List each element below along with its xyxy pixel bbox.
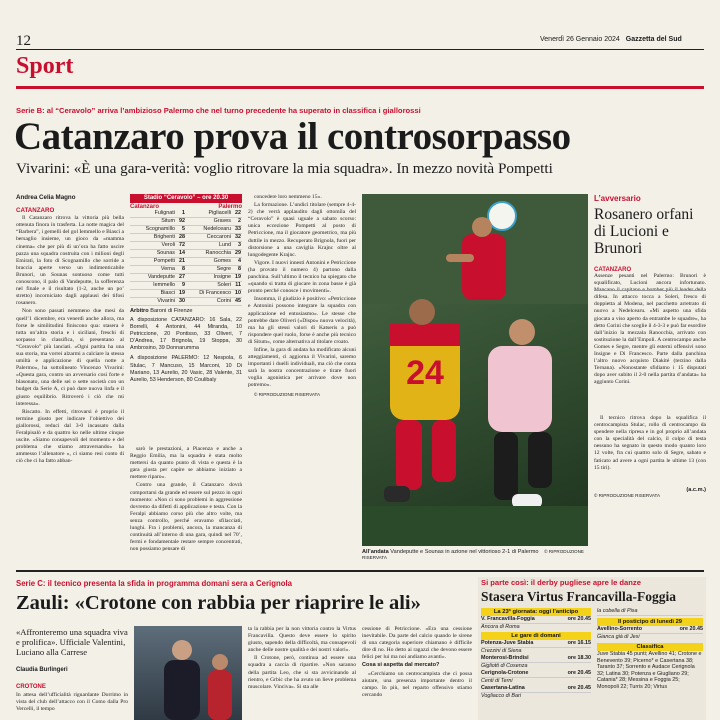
photo-caption <box>362 549 588 561</box>
player-number: 19 <box>176 290 186 298</box>
referee-name: Ancora di Roma <box>481 624 520 630</box>
section-rule <box>16 570 704 572</box>
posticipo-row <box>597 626 703 634</box>
paper-name: Gazzetta del Sud <box>625 36 682 43</box>
player-name: Ranocchia <box>186 250 232 258</box>
match-teams: Cerignola-Crotone <box>481 670 529 676</box>
svg-text:24: 24 <box>406 354 444 392</box>
player-name: Segre <box>186 266 232 274</box>
standings-label: Classifica <box>597 643 703 651</box>
second-headline: Zauli: «Crotone con rabbia per riaprire le ali» <box>16 592 421 614</box>
opponent-sidebar <box>594 194 706 566</box>
bench-home: A disposizione CATANZARO: 16 Sala, 22 Borrelli, 4 Antonini, 44 Miranda, 10 Petriccione, 20 Pontisso, 33 Oliveri, 7 D’Andrea, 17 Brignola, 19 Stoppa, 30 Ambrosino, 39 Donnarumma <box>130 317 242 352</box>
paragraph: concedere loro nemmeno 15». <box>254 194 322 200</box>
page-date <box>540 36 682 43</box>
main-column-1 <box>16 194 124 566</box>
player-number: 28 <box>176 234 186 242</box>
lineup-row <box>186 282 242 290</box>
second-column-3 <box>362 626 472 720</box>
masthead-rule <box>16 49 704 50</box>
referee-label: Arbitro <box>130 308 149 314</box>
player-name: Ceccaroni <box>186 234 232 242</box>
referee-line <box>130 308 242 314</box>
player-name: Pigliacelli <box>186 210 232 218</box>
other-matches <box>481 640 591 700</box>
match-row <box>481 685 591 693</box>
paragraph: ta la rabbia per la non vittoria contro la Virtus Francavilla. Questo deve essere lo spirito giusto, sapendo della difficoltà, ma consapevoli anche delle nostre qualità e dei nostri valori». <box>248 626 356 654</box>
player-number: 92 <box>176 218 186 226</box>
referee-name: la cobella di Pisa <box>597 608 638 614</box>
player-number: 9 <box>176 282 186 290</box>
player-number: 72 <box>176 242 186 250</box>
player-number: 3 <box>232 242 242 250</box>
player-name: Fulignati <box>130 210 176 218</box>
player-name: Gomes <box>186 258 232 266</box>
match-photo <box>362 194 588 546</box>
player-name: Situm <box>130 218 176 226</box>
main-column-4 <box>248 194 356 566</box>
match-referee: Centi di Terni <box>481 678 513 684</box>
lineup-row <box>186 290 242 298</box>
player-name: Di Francesco <box>186 290 232 298</box>
paragraph: Insomma, il giudizio è positivo: «Petriccione e Antonini possono integrare la squadra con applicazione ed entusiasmo». Le stesse che potrebbe dare Oliveri («Dispo» nuova velocità), ma ha gli stessi valori di Katseris a può rispondere quel ruolo, forse è anche più tecnico di Situm», come alternativa al titolare croato. <box>248 296 356 345</box>
derby-left-column <box>481 608 591 700</box>
lineup-row <box>130 290 186 298</box>
player-name: Insigne <box>186 274 232 282</box>
player-number: 10 <box>232 290 242 298</box>
posticipo-ref <box>597 634 703 641</box>
player-number: 8 <box>176 266 186 274</box>
lineup-row <box>130 282 186 290</box>
player-name: Lund <box>186 242 232 250</box>
player-number: 11 <box>232 282 242 290</box>
standings-text: Juve Stabia 45 punti; Avellino 41; Crotone e Benevento 39; Picerno* e Casertana 38; Taranto 37; Sorrento e Audace Cerignola 32; Latina 30; Potenza e Giugliano 29; Catania* 28; Messina e Foggia 25; Monopoli 22; Turris 20; Virtus <box>597 651 702 690</box>
match-time: ore 18.30 <box>567 655 591 661</box>
match-referee <box>481 624 591 631</box>
player-name: Graves <box>186 218 232 226</box>
match-referee: Gigliotti di Cosenza <box>481 663 528 669</box>
lineup-home-team: Catanzaro <box>130 204 160 210</box>
lineup-row <box>186 298 242 306</box>
player-number: 30 <box>176 298 186 306</box>
posticipo-teams: Avellino-Sorrento <box>597 626 643 632</box>
match-row <box>481 655 591 663</box>
player-name: Biasci <box>130 290 176 298</box>
match-row <box>481 616 591 624</box>
home-lineup <box>130 210 186 306</box>
lineup-row <box>130 274 186 282</box>
paragraph: Il Crotone, però, continua ad essere una squadra a caccia di ripartire. «Non saranno della partita Leo, che si sta avvicinando al rientro, e Grbic che ha avuto un lieve problema muscolare. Vinciva». Si sta alle <box>248 655 356 690</box>
lineup-row <box>130 242 186 250</box>
lineup-stadium: Stadio “Ceravolo” – ore 20.30 <box>130 194 242 203</box>
players-illustration <box>362 194 588 546</box>
second-dateline: CROTONE <box>16 684 46 690</box>
second-pull-quote: «Affronteremo una squadra viva e prolifica». Ufficiale Valentini, Luciano alla Carrese <box>16 627 128 657</box>
second-column-2 <box>248 626 356 720</box>
others-label: Le gare di domani <box>481 632 591 640</box>
main-headline: Catanzaro prova il controsorpasso <box>14 115 571 158</box>
section-title: Sport <box>16 53 74 79</box>
lineup-away-team: Palermo <box>218 204 242 210</box>
date-text: Venerdì 26 Gennaio 2024 <box>540 36 620 43</box>
paragraph: cessione di Petriccione. «Era una cessione inevitabile. Da parte del calcio quando le sirene di una categoria superiore chiamano è difficile dire di no. Ho detto ai ragazzi che devono essere felici per lui ma noi andiamo avanti». <box>362 626 472 661</box>
photo-caption-label: All’andata <box>362 549 389 555</box>
main-subhead: Vivarini: «È una gara-verità: voglio ritrovare la mia squadra». In mezzo novità Pompetti <box>16 160 553 177</box>
player-number: 22 <box>232 210 242 218</box>
player-name: Veroli <box>130 242 176 250</box>
bench-away: A disposizione PALERMO: 12 Nespola, 6 Stulac, 7 Mancuso, 15 Marconi, 10 Di Mariano, 13 Aurelio, 20 Vasic, 28 Valente, 31 Aurelio, 53 Henderson, 80 Coulibaly <box>130 355 242 383</box>
match-row <box>481 640 591 648</box>
player-number: 27 <box>176 274 186 282</box>
match-teams: Potenza-Juve Stabia <box>481 640 534 646</box>
player-number: 1 <box>176 210 186 218</box>
away-lineup <box>186 210 242 306</box>
paragraph: Vigore. I nuovi innesti Antonini e Petriccione (ha provato il numero 4) partono dalla panchina. Sull’ultimo il tecnico ha spiegato che «quando si tratta di giocare in zona basse è già pronto perché conosce i movimenti». <box>248 259 356 295</box>
byline: Andrea Celia Magno <box>16 194 76 201</box>
player-name: Iemmello <box>130 282 176 290</box>
posticipo-label: Il posticipo di lunedì 29 <box>597 618 703 626</box>
lineup-row <box>130 226 186 234</box>
coach-photo <box>134 626 242 720</box>
second-kicker: Serie C: il tecnico presenta la sfida in programma domani sera a Cerignola <box>16 579 293 588</box>
lineup-row <box>186 258 242 266</box>
lineup-row <box>130 266 186 274</box>
player-number: 45 <box>232 298 242 306</box>
paragraph: Contro una grande, il Catanzaro dovrà comportarsi da grande ed essere sul pezzo in ogni momento: «Non ci sono problemi in aggressione dovremo da difetti di applicazione e testa. Con la Feralpi abbiamo corso più che altro volte, ma senza controllo, perché eravamo sfilacciati, lunghi. Fra i problemi, ancora, la mancanza di continuità all’interno di una gara, quindi nel 70’, fermi e fondamentale restare sempre concentrati, non possiamo pensare di <box>130 482 242 553</box>
copyright: © RIPRODUZIONE RISERVATA <box>254 391 321 397</box>
sidebar-credit: (a.c.m.) <box>686 487 706 493</box>
match-teams: Casertana-Latina <box>481 685 525 691</box>
sidebar-dateline: CATANZARO <box>594 267 632 273</box>
derby-box <box>478 577 706 720</box>
player-name: Sounas <box>130 250 176 258</box>
referee-name: Baroni di Firenze <box>150 308 193 314</box>
lineup-row <box>130 234 186 242</box>
photo-caption-text: Vandeputte e Sounas in azione nel vittorioso 2-1 di Palermo <box>390 549 539 555</box>
match-referee: Crezzini di Siena <box>481 648 522 654</box>
lineup-row <box>130 258 186 266</box>
lineup-row <box>186 266 242 274</box>
player-number: 32 <box>232 234 242 242</box>
sidebar-label: L’avversario <box>594 194 641 203</box>
paragraph: Non sono passati nemmeno due mesi da quell’1 dicembre, era venerdì anche allora, ma forse le similitudini finiscono qua: stasera è tutta un’altra storia e i siciliani, freschi di sorpasso in classifica, si presentano al “Ceravolo” più lanciati. «Ogni partita ha una sua storia, ma vorrei alzarmi a calciare la stessa umiltà e applicazione di quella notte a Palermo», ha sottolineato Vincenzo Vivarini: «Questa gara, contro un avversario così forte e blasonato, una delle sei o sette società con un budget da Serie A, ci può dare nuova linfa e il giusto equilibrio. Ritroveró i ciò che mi interessa». <box>16 308 124 407</box>
lineup-row <box>186 234 242 242</box>
posticipo-time: ore 20.45 <box>679 626 703 632</box>
dateline: CATANZARO <box>16 207 55 215</box>
player-name: Scognamillo <box>130 226 176 234</box>
paragraph: Riscatto. In effetti, ritrovarsi è proprio il termine giusto per indicare l’obiettivo dei giallorossi, reduci dal 3-0 incassato dalla Feralpisalò e da quattro ko nelle ultime cinque uscite. «Siamo consapevoli del momento e del problema che stiamo attraversando» ha ammesso l’allenatore «, ci siamo resi conto di ciò che ci ha fatto abban- <box>16 408 124 465</box>
lineup-row <box>186 218 242 226</box>
round-label: La 23ª giornata: oggi l’anticipo <box>481 608 591 616</box>
player-number: 19 <box>232 274 242 282</box>
main-kicker: Serie B: al “Ceravolo” arriva l’ambizioso Palermo che nel turno precedente ha superato in classifica i giallorossi <box>16 106 421 115</box>
player-name: Nedelcearu <box>186 226 232 234</box>
lineup-row <box>186 210 242 218</box>
page-number: 12 <box>16 33 31 49</box>
match-time: ore 20.45 <box>567 670 591 676</box>
player-name: Vivarini <box>130 298 176 306</box>
player-number: 14 <box>176 250 186 258</box>
player-name: Soleri <box>186 282 232 290</box>
photo-credit: © RIPRODUZIONE RISERVATA <box>362 549 584 560</box>
lineup-row <box>130 298 186 306</box>
referee-name: Gianca già di Jesi <box>597 634 640 640</box>
match-referee: Vogliacco di Bari <box>481 693 521 699</box>
player-number: 29 <box>232 250 242 258</box>
paragraph: Infine, la gara di andata ha modificato alcuni atteggiamenti, ci aggiorna il Vivarini, saremo importanti i duelli individuali, ma ciò che conta sarà la nostra concentrazione e tirare fuori voglia agonistica per arrivare dove non potremo». <box>248 346 356 389</box>
match-teams: Monterosi-Brindisi <box>481 655 529 661</box>
paragraph: sarò le prestazioni, a Piacenza e anche a Reggio Emilia, ma la squadra è stata molto mettersi da quanto punto di vista e questa è la gara giusta per capire se abbiamo iniziato a mettere riparo». <box>130 446 242 481</box>
player-name: Verna <box>130 266 176 274</box>
player-number: 21 <box>176 258 186 266</box>
lineup-row <box>186 226 242 234</box>
second-column-1: In attesa dell’ufficialità riguardante Dorrimo in vista del club dell’attacco con il Como dalla Pro Vercelli, il tempo <box>16 692 128 713</box>
player-number: 2 <box>232 218 242 226</box>
subheading: Cosa si aspetta dal mercato? <box>362 662 440 669</box>
sidebar-text: Assenze pesanti nel Palermo: Brunori è squalificato, Lucioni ancora infortunato. difesa. In attacco tocca a Soleri, fresco di doppietta al Modena, nel pacchetto arretrato di nuovo a Nedelcearu. «Mi aspetto una sfida giocata a viso aperto da entrambe le squadre», ha detto Corini che sceglie il 4-3-3 e può far esordire dall’inizio la mezzala Ranocchia, arrivato con sostituzione la dall’Empoli. A centrocampo anche Gomes e Segre, mentre gli esterni offensivi sono Insigne e Di Francesco. Parte dalla panchina l’altro nuovo acquisto Diakité (terzino dalla Ternana). «Nonostante sfidiamo i 15 disputati dopo aver subito il 2-0 nella partita d’andata» ha aggiunto Corini. <box>594 273 706 386</box>
lineup-row <box>186 274 242 282</box>
derby-kicker: Si parte così: il derby pugliese apre le danze <box>481 578 641 587</box>
right-ref <box>597 608 703 616</box>
player-name: Brighenti <box>130 234 176 242</box>
lineup-row <box>186 242 242 250</box>
lineup-row <box>130 250 186 258</box>
paragraph: Il Catanzaro ritrova la vittoria più bella ottenuta finora in trasferta. La notte magica del “Barbera”, i gemelli del gol Iemmello e Biasci a bersaglio insieme, un gioco da «mamma cinema» che per più di un’ora ha fatto uscire pazza una squadra costruita con i milioni degli Emirati, la foto di Scognamillo che sorride a braccia aperte verso un indimenticabile Brunori, un Sounas sontuoso come tutti conoscono, il palo di Vandeputte, la sofferenza nel finale e il risultato (1-2, anche un po’ stretto) incorniciato dagli applausi dei tifosi rosanero. <box>16 215 124 307</box>
paragraph: «Cerchiamo un centrocampista che ci possa aiutare, una presenza importante dentro il campo. In più, nel reparto offensivo stiamo cercando <box>362 670 472 698</box>
sidebar-text-2: Il tecnico ritrova dopo la squalifica il centrocampista Stulac, rollo di centrocampo da spendere nella ripresa e in gol proprio all’andata con la specialità del calcio, il colpo di testa nessuno ha segnato in questo modo quanto loro 12 volte, fra cui quattro solo di Segre, sabato e faticato ad avere a ogni partita le ultime 13 (con 15 tiri). <box>594 415 706 471</box>
coach-illustration <box>134 626 242 720</box>
match-row <box>481 670 591 678</box>
main-column-3 <box>130 446 242 566</box>
lineup-row <box>130 218 186 226</box>
second-byline: Claudia Burlingeri <box>16 667 68 673</box>
section-bar <box>16 86 704 89</box>
player-name: Pompetti <box>130 258 176 266</box>
match-time: ore 20.45 <box>567 616 591 622</box>
match-teams: V. Francavilla-Foggia <box>481 616 535 622</box>
lineup-row <box>186 250 242 258</box>
sidebar-title: Rosanero orfani di Lucioni e Brunori <box>594 206 694 257</box>
match-time: ore 20.45 <box>567 685 591 691</box>
derby-right-column <box>597 608 703 700</box>
player-number: 33 <box>232 226 242 234</box>
sidebar-copyright: © RIPRODUZIONE RISERVATA <box>594 493 661 498</box>
paragraph: La formazione. L’undici titolare (sempre 4-4-2) che verrà applaudito dagli ottomila del “Ceravolo” è quasi uguale a sabato scorso: unica eccezione Pompetti al posto di Petriccione, ma il giocatore geometrico, ma più duttile in mezzo. Recuperato Brignola, fuori per distorsione a una caviglia Krajnc oltre al lungodegente Krajnc. <box>248 202 356 258</box>
lineup-row <box>130 210 186 218</box>
player-number: 5 <box>176 226 186 234</box>
player-number: 8 <box>232 266 242 274</box>
player-name: Vandeputte <box>130 274 176 282</box>
match-time: ore 16.15 <box>567 640 591 646</box>
derby-headline: Stasera Virtus Francavilla-Foggia <box>481 589 676 604</box>
player-number: 4 <box>232 258 242 266</box>
player-name: Corini <box>186 298 232 306</box>
